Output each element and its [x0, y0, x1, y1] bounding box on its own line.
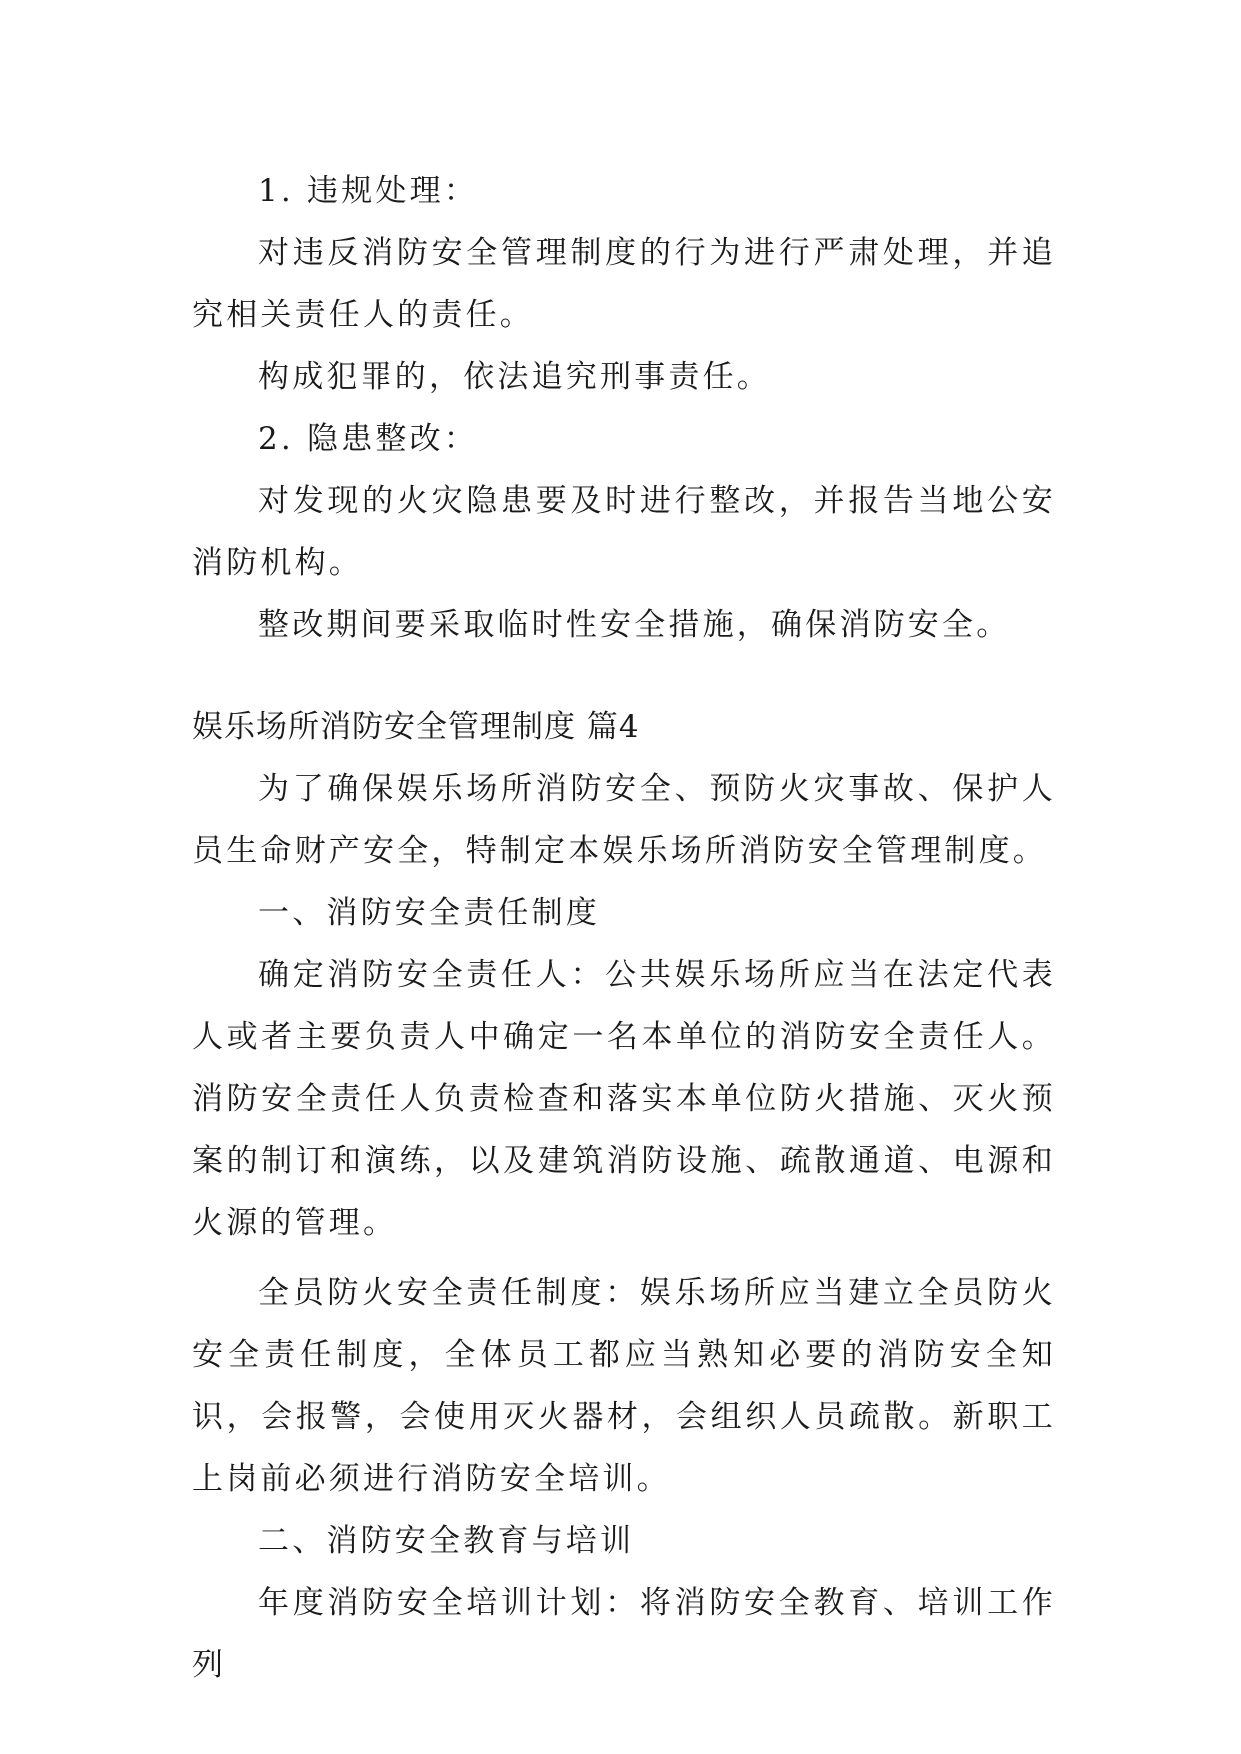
- paragraph-violation-heading: 1. 违规处理：: [258, 173, 479, 209]
- paragraph-violation-handling: 对违反消防安全管理制度的行为进行严肃处理，并追究相关责任人的责任。: [192, 235, 1056, 333]
- paragraph-rectification-heading: 2. 隐患整改：: [258, 421, 479, 457]
- paragraph-rectification-report: 对发现的火灾隐患要及时进行整改，并报告当地公安消防机构。: [192, 483, 1056, 581]
- paragraph-all-staff-responsibility: 全员防火安全责任制度：娱乐场所应当建立全员防火安全责任制度，全体员工都应当熟知必要的消防安全知识，会报警，会使用灭火器材，会组织人员疏散。新职工上岗前必须进行消防安全培训。: [192, 1275, 1056, 1497]
- paragraph-intro: 为了确保娱乐场所消防安全、预防火灾事故、保护人员生命财产安全，特制定本娱乐场所消防安全管理制度。: [192, 771, 1056, 869]
- section-title: 娱乐场所消防安全管理制度 篇4: [192, 709, 640, 745]
- paragraph-criminal-liability: 构成犯罪的，依法追究刑事责任。: [258, 359, 771, 395]
- paragraph-temporary-measures: 整改期间要采取临时性安全措施，确保消防安全。: [258, 607, 1011, 643]
- paragraph-heading-education: 二、消防安全教育与培训: [258, 1523, 635, 1559]
- paragraph-responsible-person: 确定消防安全责任人：公共娱乐场所应当在法定代表人或者主要负责人中确定一名本单位的消防安全责任人。消防安全责任人负责检查和落实本单位防火措施、灭火预案的制订和演练，以及建筑消防设施、疏散通道、电源和火源的管理。: [192, 957, 1056, 1241]
- paragraph-heading-responsibility: 一、消防安全责任制度: [258, 895, 600, 931]
- paragraph-annual-training: 年度消防安全培训计划：将消防安全教育、培训工作列: [192, 1585, 1056, 1683]
- document-body: [192, 160, 1056, 1696]
